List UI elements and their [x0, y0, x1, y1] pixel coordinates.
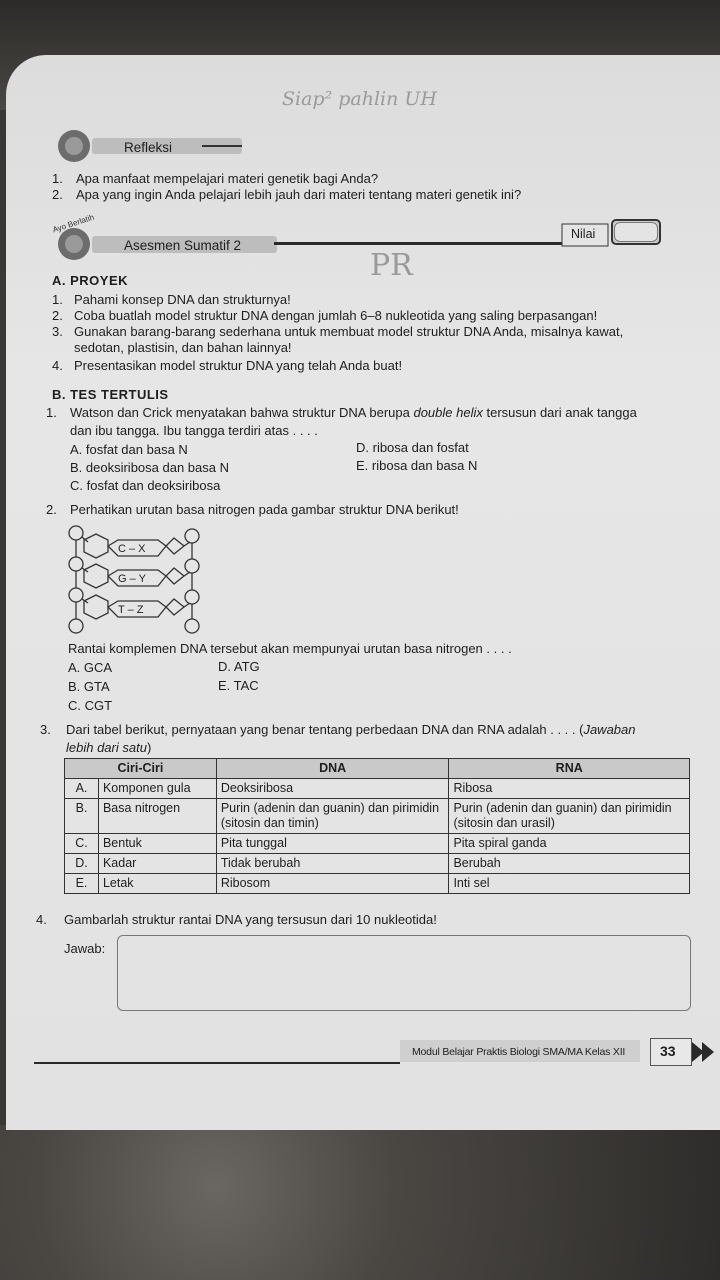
row-dna: Deoksiribosa — [216, 779, 449, 799]
answer-box[interactable] — [117, 935, 691, 1011]
q3-text-line-2: lebih dari satu) — [66, 740, 152, 755]
q1-option-a[interactable]: A. fosfat dan basa N — [70, 442, 188, 457]
proyek-item-2: Coba buatlah model struktur DNA dengan jumlah 6–8 nukleotida yang saling berpasangan! — [74, 308, 598, 323]
q2-option-a[interactable]: A. GCA — [68, 660, 113, 675]
row-rna: Purin (adenin dan guanin) dan pirimidin (sitosin dan urasil) — [449, 799, 690, 834]
tes-heading: B. TES TERTULIS — [52, 387, 169, 402]
ayo-berlatih-badge: Ayo Berlatih — [51, 212, 96, 235]
footer-book-title: Modul Belajar Praktis Biologi SMA/MA Kelas XII — [412, 1046, 626, 1058]
q2-question: Rantai komplemen DNA tersebut akan mempunyai urutan basa nitrogen . . . . — [68, 641, 512, 656]
row-dna: Tidak berubah — [216, 854, 449, 874]
q1-option-b[interactable]: B. deoksiribosa dan basa N — [70, 460, 229, 475]
nilai-score-box[interactable] — [614, 222, 658, 242]
footer-arrow-icon — [692, 1040, 720, 1064]
base-pair-gy: G – Y — [118, 573, 146, 585]
proyek-num-1: 1. — [52, 292, 63, 307]
handwritten-pr: PR — [370, 248, 413, 283]
proyek-item-3-line-1: Gunakan barang-barang sederhana untuk membuat model struktur DNA Anda, misalnya kawat, — [74, 324, 624, 339]
q2-option-c[interactable]: C. CGT — [68, 698, 113, 713]
q1-text-line-1: Watson dan Crick menyatakan bahwa struktur DNA berupa double helix tersusun dari anak tangga — [70, 405, 637, 420]
table-header-row — [65, 759, 690, 779]
page-number: 33 — [660, 1043, 676, 1059]
q4-text: Gambarlah struktur rantai DNA yang tersusun dari 10 nukleotida! — [64, 912, 437, 927]
nilai-label: Nilai — [571, 227, 596, 241]
proyek-num-3: 3. — [52, 324, 63, 339]
row-ciri: Bentuk — [98, 834, 216, 854]
q1-option-d[interactable]: D. ribosa dan fosfat — [356, 440, 469, 455]
q1-option-c[interactable]: C. fosfat dan deoksiribosa — [70, 478, 221, 493]
row-rna: Berubah — [449, 854, 690, 874]
q2-option-d[interactable]: D. ATG — [218, 659, 260, 674]
header-dna: DNA — [216, 759, 449, 779]
proyek-item-1: Pahami konsep DNA dan strukturnya! — [74, 292, 291, 307]
q3-num: 3. — [40, 722, 51, 737]
row-letter: D. — [65, 854, 99, 874]
row-letter: C. — [65, 834, 99, 854]
refleksi-num-1: 1. — [52, 171, 63, 186]
table-row[interactable] — [65, 779, 690, 799]
row-letter: A. — [65, 779, 99, 799]
proyek-num-2: 2. — [52, 308, 63, 323]
q1-option-e[interactable]: E. ribosa dan basa N — [356, 458, 478, 473]
refleksi-num-2: 2. — [52, 187, 63, 202]
refleksi-item-2: Apa yang ingin Anda pelajari lebih jauh dari materi tentang materi genetik ini? — [76, 187, 522, 202]
q2-option-e[interactable]: E. TAC — [218, 678, 259, 693]
base-pair-tz: T – Z — [118, 604, 144, 616]
proyek-item-4: Presentasikan model struktur DNA yang telah Anda buat! — [74, 358, 403, 373]
row-dna: Ribosom — [216, 874, 449, 894]
header-rna: RNA — [449, 759, 690, 779]
header-ciri: Ciri-Ciri — [65, 759, 217, 779]
table-row[interactable] — [65, 834, 690, 854]
row-ciri: Basa nitrogen — [98, 799, 216, 834]
row-letter: B. — [65, 799, 99, 834]
q2-num: 2. — [46, 502, 57, 517]
table-row[interactable] — [65, 874, 690, 894]
q3-text-line-1: Dari tabel berikut, pernyataan yang benar tentang perbedaan DNA dan RNA adalah . . . . (Jawaban — [66, 722, 636, 737]
row-dna: Pita tunggal — [216, 834, 449, 854]
q1-text-line-2: dan ibu tangga. Ibu tangga terdiri atas . . . . — [70, 423, 318, 438]
table-row[interactable] — [65, 799, 690, 834]
proyek-heading: A. PROYEK — [52, 273, 129, 288]
handwritten-note: Siap² pahlin UH — [282, 88, 437, 110]
q1-num: 1. — [46, 405, 57, 420]
answer-label: Jawab: — [64, 941, 106, 956]
row-ciri: Komponen gula — [98, 779, 216, 799]
row-ciri: Letak — [98, 874, 216, 894]
proyek-num-4: 4. — [52, 358, 63, 373]
dna-rna-table — [64, 758, 690, 894]
background-floor — [0, 1125, 720, 1280]
row-ciri: Kadar — [98, 854, 216, 874]
row-letter: E. — [65, 874, 99, 894]
q2-text: Perhatikan urutan basa nitrogen pada gambar struktur DNA berikut! — [70, 502, 459, 517]
asesmen-title: Asesmen Sumatif 2 — [124, 238, 242, 253]
refleksi-item-1: Apa manfaat mempelajari materi genetik bagi Anda? — [76, 171, 379, 186]
q4-num: 4. — [36, 912, 47, 927]
row-dna: Purin (adenin dan guanin) dan pirimidin (sitosin dan timin) — [216, 799, 449, 834]
base-pair-cx: C – X — [118, 543, 146, 555]
footer-rule — [34, 1062, 400, 1064]
row-rna: Ribosa — [449, 779, 690, 799]
refleksi-title: Refleksi — [124, 140, 173, 155]
row-rna: Inti sel — [449, 874, 690, 894]
row-rna: Pita spiral ganda — [449, 834, 690, 854]
q2-option-b[interactable]: B. GTA — [68, 679, 110, 694]
proyek-item-3-line-2: sedotan, plastisin, dan bahan lainnya! — [74, 340, 292, 355]
table-row[interactable] — [65, 854, 690, 874]
